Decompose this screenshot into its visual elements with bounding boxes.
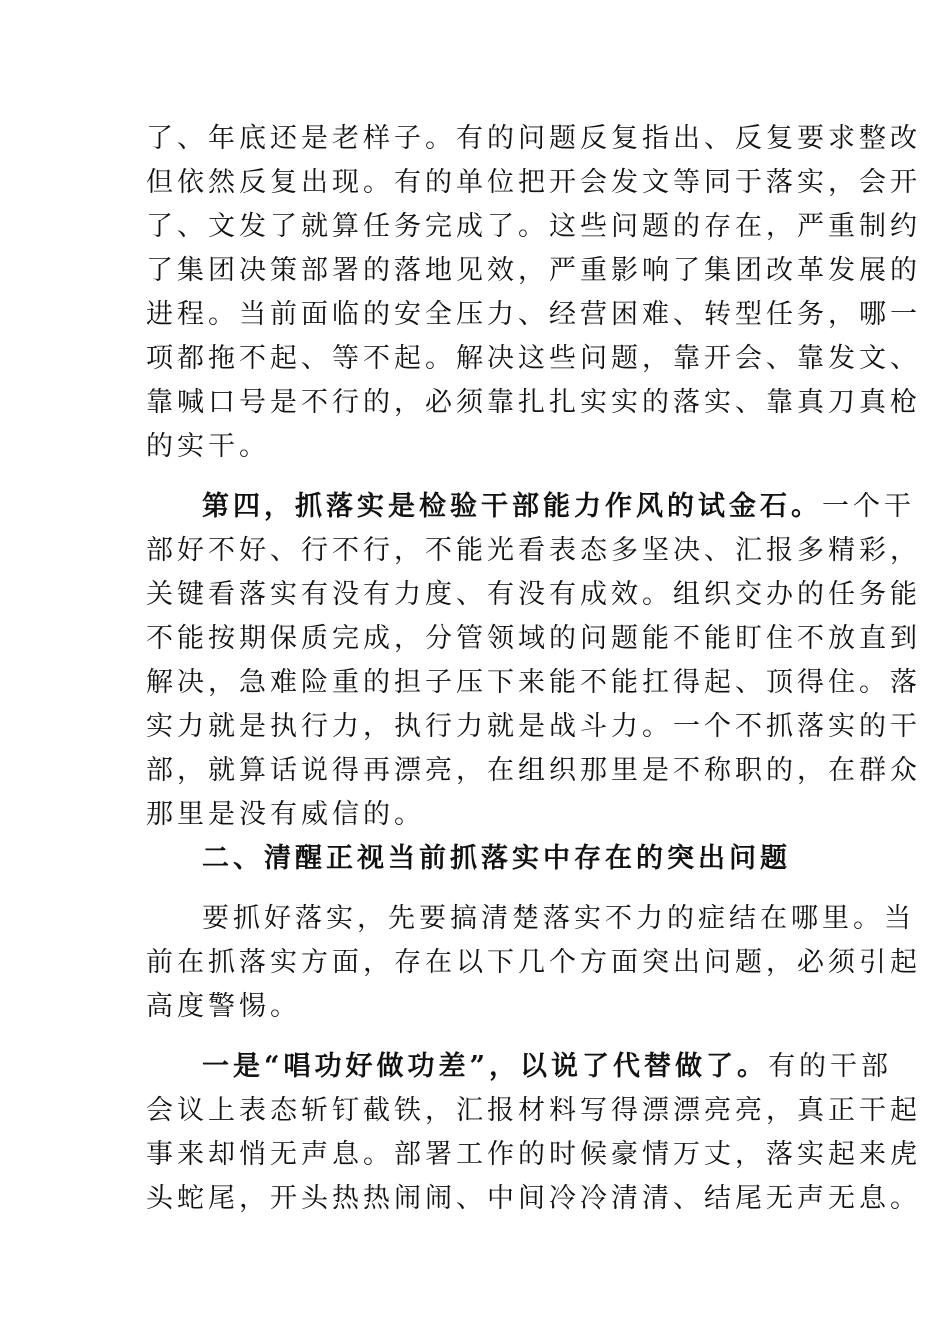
text-line: 会议上表态斩钉截铁，汇报材料写得漂漂亮亮，真正干起 <box>146 1095 921 1126</box>
text-line: 部，就算话说得再漂亮，在组织那里是不称职的，在群众 <box>146 755 921 786</box>
paragraph-2 <box>146 485 921 837</box>
document-body <box>146 117 921 1221</box>
paragraph-3 <box>146 897 921 1029</box>
text-line: 部好不好、行不行，不能光看表态多坚决、汇报多精彩， <box>146 535 921 566</box>
text-line: 进程。当前面临的安全压力、经营困难、转型任务，哪一 <box>146 299 921 330</box>
text-line: 实力就是执行力，执行力就是战斗力。一个不抓落实的干 <box>146 711 921 742</box>
paragraph-4 <box>146 1045 921 1221</box>
text-line: 的实干。 <box>146 431 270 462</box>
text-line-first: 要抓好落实，先要搞清楚落实不力的症结在哪里。当 <box>202 903 915 934</box>
text-line: 头蛇尾，开头热热闹闹、中间冷冷清清、结尾无声无息。 <box>146 1183 921 1214</box>
text-line: 事来却悄无声息。部署工作的时候豪情万丈，落实起来虎 <box>146 1139 921 1170</box>
text-line: 靠喊口号是不行的，必须靠扎扎实实的落实、靠真刀真枪 <box>146 387 921 418</box>
text-line-first <box>146 1045 893 1089</box>
text-line: 关键看落实有没有力度、有没有成效。组织交办的任务能 <box>146 579 921 610</box>
text-line: 解决，急难险重的担子压下来能不能扛得起、顶得住。落 <box>146 667 921 698</box>
text-line: 了、文发了就算任务完成了。这些问题的存在，严重制约 <box>146 211 921 242</box>
text-line-first <box>146 485 915 529</box>
text-line: 了、年底还是老样子。有的问题反复指出、反复要求整改 <box>146 123 921 154</box>
text-line: 了集团决策部署的落地见效，严重影响了集团改革发展的 <box>146 255 921 286</box>
text-line: 高度警惕。 <box>146 991 301 1022</box>
text-run: 一个干 <box>822 491 915 522</box>
text-line: 不能按期保质完成，分管领域的问题能不能盯住不放直到 <box>146 623 921 654</box>
text-line: 前在抓落实方面，存在以下几个方面突出问题，必须引起 <box>146 947 921 978</box>
paragraph-1 <box>146 117 921 469</box>
text-line: 但依然反复出现。有的单位把开会发文等同于落实，会开 <box>146 167 921 198</box>
text-run: 有的干部 <box>768 1051 893 1082</box>
text-line: 那里是没有威信的。 <box>146 799 425 830</box>
section-heading: 二、清醒正视当前抓落实中存在的突出问题 <box>202 843 791 874</box>
paragraph-lead: 一是“唱功好做功差”，以说了代替做了。 <box>202 1051 769 1082</box>
text-line: 项都拖不起、等不起。解决这些问题，靠开会、靠发文、 <box>146 343 921 374</box>
paragraph-lead: 第四，抓落实是检验干部能力作风的试金石。 <box>202 491 822 522</box>
